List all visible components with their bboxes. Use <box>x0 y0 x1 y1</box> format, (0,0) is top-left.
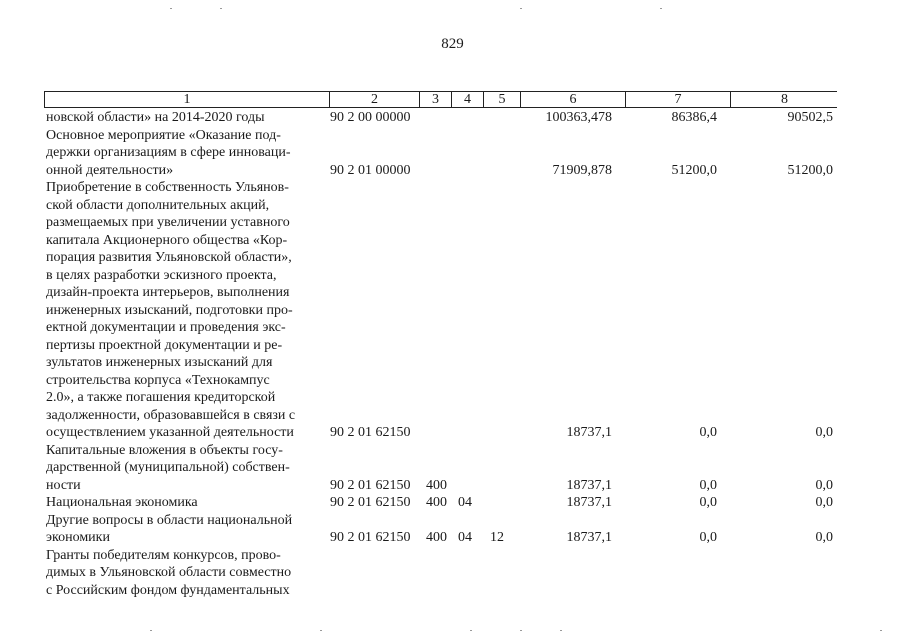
row-code: 90 2 01 62150 <box>330 425 411 440</box>
row-col-3: 400 <box>426 495 447 510</box>
row-description <box>46 109 328 127</box>
header-col-7: 7 <box>626 92 731 108</box>
row-description <box>46 442 328 495</box>
description-line: дарственной (муниципальной) собствен- <box>46 460 290 475</box>
row-code: 90 2 01 62150 <box>330 477 411 493</box>
description-line: капитала Акционерного общества «Кор- <box>46 232 288 248</box>
header-col-5: 5 <box>484 92 521 108</box>
header-col-6: 6 <box>521 92 626 108</box>
table-row <box>46 179 836 442</box>
row-code: 90 2 01 00000 <box>330 162 411 178</box>
row-value-col-8: 0,0 <box>815 530 833 545</box>
description-line: задолженности, образовавшейся в связи с <box>46 407 296 423</box>
row-code: 90 2 01 62150 <box>330 495 411 510</box>
description-line: осуществлением указанной деятельности <box>46 425 294 440</box>
row-description <box>46 547 328 600</box>
table-row <box>46 109 836 127</box>
row-description <box>46 494 328 512</box>
row-description <box>46 512 328 547</box>
scan-edge-bottom <box>0 630 905 632</box>
description-line: держки организациям в сфере инноваци- <box>46 145 291 160</box>
description-line: строительства корпуса «Технокампус <box>46 372 270 388</box>
description-line: новской области» на 2014-2020 годы <box>46 110 265 125</box>
row-value-col-7: 0,0 <box>699 477 717 493</box>
row-value-col-6: 18737,1 <box>566 530 612 545</box>
description-line: Национальная экономика <box>46 495 198 510</box>
description-line: с Российским фондом фундаментальных <box>46 582 290 598</box>
description-line: 2.0», а также погашения кредиторской <box>46 390 276 405</box>
row-col-3: 400 <box>426 477 447 493</box>
row-value-col-8: 0,0 <box>815 425 833 440</box>
header-col-3: 3 <box>420 92 452 108</box>
page-number: 829 <box>441 36 464 52</box>
row-value-col-8: 0,0 <box>815 477 833 493</box>
table-row <box>46 494 836 512</box>
description-line: инженерных изысканий, подготовки про- <box>46 302 293 318</box>
row-code: 90 2 01 62150 <box>330 530 411 545</box>
description-line: размещаемых при увеличении уставного <box>46 215 290 230</box>
description-line: пертизы проектной документации и ре- <box>46 337 283 353</box>
row-value-col-7: 0,0 <box>699 495 717 510</box>
header-col-1: 1 <box>45 92 330 108</box>
header-col-8: 8 <box>781 92 788 107</box>
description-line: димых в Ульяновской области совместно <box>46 565 292 580</box>
row-value-col-6: 100363,478 <box>545 110 612 125</box>
row-description <box>46 179 328 442</box>
row-value-col-8: 0,0 <box>815 495 833 510</box>
table-header-row <box>44 91 837 108</box>
description-line: Другие вопросы в области национальной <box>46 512 293 528</box>
row-col-5: 12 <box>490 530 504 545</box>
row-value-col-7: 86386,4 <box>671 110 717 125</box>
description-line: онной деятельности» <box>46 162 174 178</box>
row-code: 90 2 00 00000 <box>330 110 411 125</box>
row-col-3: 400 <box>426 530 447 545</box>
row-value-col-8: 90502,5 <box>787 110 833 125</box>
scan-edge-top <box>0 8 905 10</box>
description-line: порация развития Ульяновской области», <box>46 250 292 265</box>
row-col-4: 04 <box>458 495 472 510</box>
description-line: Капитальные вложения в объекты госу- <box>46 442 283 458</box>
table-row <box>46 442 836 495</box>
row-value-col-7: 51200,0 <box>671 162 717 178</box>
row-value-col-6: 18737,1 <box>566 477 612 493</box>
description-line: Гранты победителям конкурсов, прово- <box>46 547 281 563</box>
description-line: экономики <box>46 530 110 545</box>
description-line: ской области дополнительных акций, <box>46 197 270 213</box>
description-line: зультатов инженерных изысканий для <box>46 355 273 370</box>
description-line: в целях разработки эскизного проекта, <box>46 267 277 283</box>
description-line: Основное мероприятие «Оказание под- <box>46 127 281 143</box>
table-row <box>46 127 836 180</box>
row-value-col-6: 18737,1 <box>566 425 612 440</box>
row-value-col-7: 0,0 <box>699 425 717 440</box>
row-value-col-6: 18737,1 <box>566 495 612 510</box>
header-col-4: 4 <box>452 92 484 108</box>
table-row <box>46 512 836 547</box>
row-value-col-8: 51200,0 <box>787 162 833 178</box>
row-col-4: 04 <box>458 530 472 545</box>
table-row <box>46 547 836 600</box>
row-description <box>46 127 328 180</box>
description-line: ектной документации и проведения экс- <box>46 320 286 335</box>
header-col-2: 2 <box>330 92 420 108</box>
row-value-col-7: 0,0 <box>699 530 717 545</box>
description-line: ности <box>46 477 81 493</box>
description-line: Приобретение в собственность Ульянов- <box>46 180 289 195</box>
row-value-col-6: 71909,878 <box>552 162 612 178</box>
description-line: дизайн-проекта интерьеров, выполнения <box>46 285 290 300</box>
